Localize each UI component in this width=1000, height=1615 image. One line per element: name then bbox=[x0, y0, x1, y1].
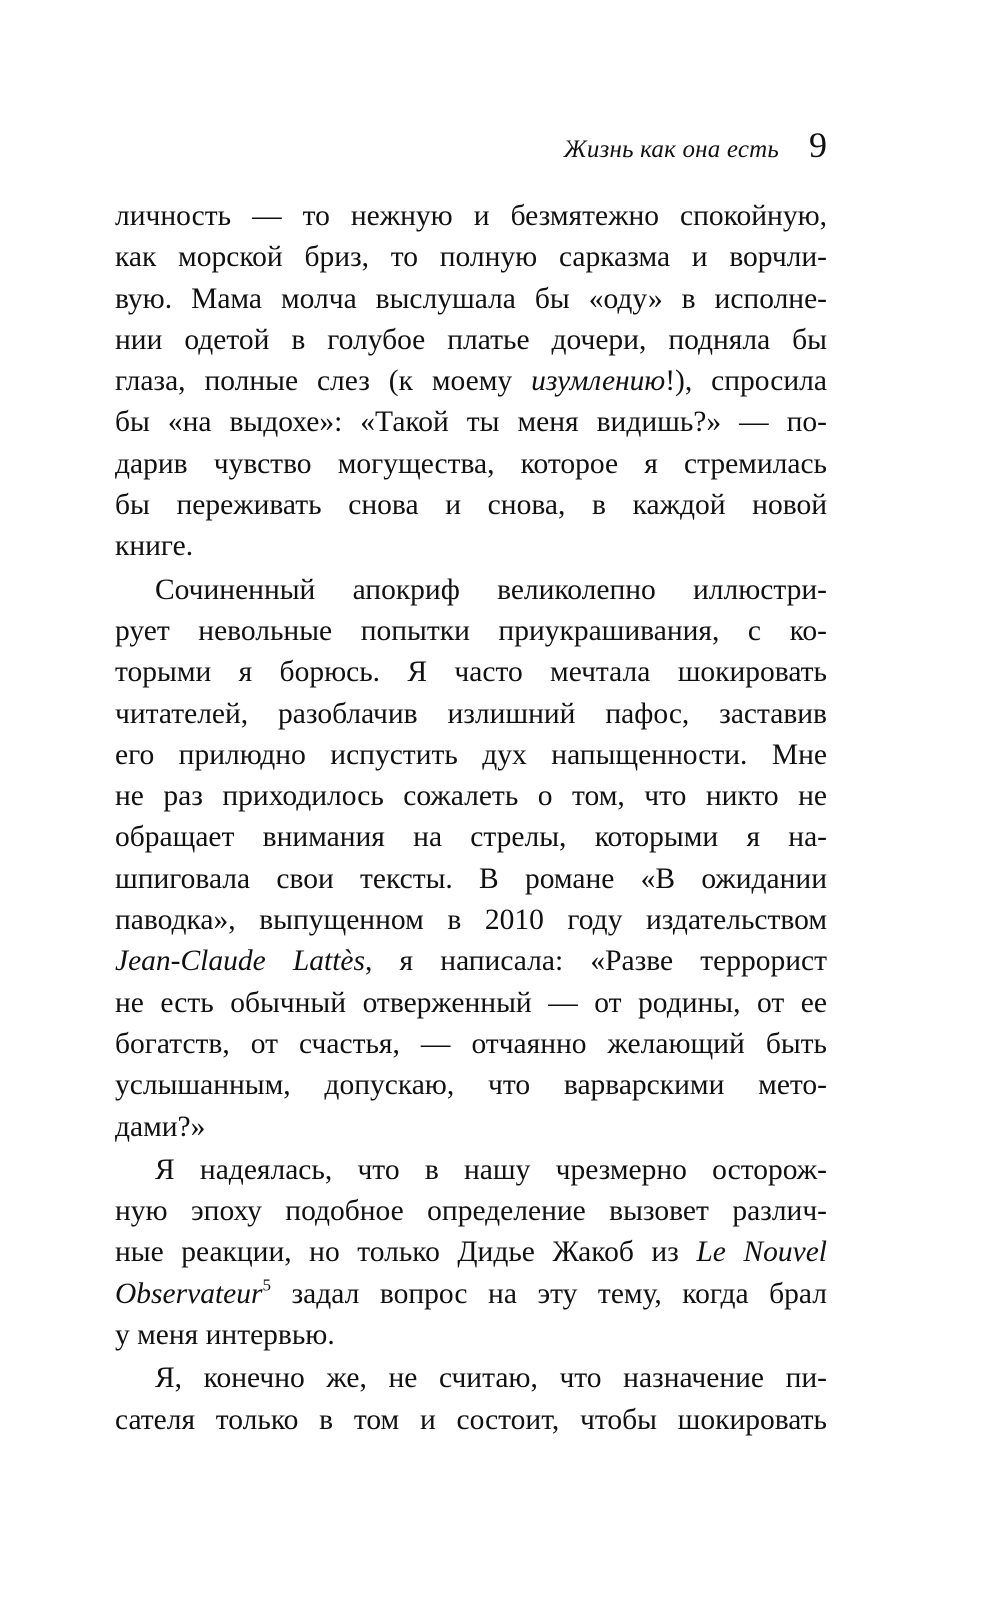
text-line: у меня интервью. bbox=[115, 1319, 335, 1352]
running-header bbox=[564, 124, 827, 166]
page-number: 9 bbox=[809, 125, 827, 165]
text-run: задал вопрос на эту тему, когда брал bbox=[270, 1277, 827, 1310]
publication-name: Le Nouvel bbox=[696, 1236, 827, 1269]
text-line: бы переживать снова и снова, в каждой новой bbox=[115, 489, 827, 522]
text-line: книге. bbox=[115, 530, 194, 563]
text-line: не раз приходилось сожалеть о том, что никто не bbox=[115, 780, 827, 813]
text-line bbox=[115, 941, 827, 982]
text-run: , я написала: «Разве террорист bbox=[365, 945, 827, 978]
paragraph-3 bbox=[115, 1150, 827, 1356]
text-line: Я, конечно же, не считаю, что назначение пи- bbox=[155, 1362, 827, 1395]
publisher-name: Jean-Claude Lattès bbox=[115, 945, 366, 978]
text-run: глаза, полные слез (к моему bbox=[115, 365, 532, 398]
publication-name: Observateur bbox=[115, 1277, 263, 1310]
paragraph-4 bbox=[115, 1358, 827, 1441]
text-line: торыми я борюсь. Я часто мечтала шокировать bbox=[115, 656, 827, 689]
footnote-marker: 5 bbox=[262, 1274, 271, 1294]
running-header-title: Жизнь как она есть bbox=[563, 136, 779, 163]
text-line: сателя только в том и состоит, чтобы шокировать bbox=[115, 1403, 827, 1436]
text-line: рует невольные попытки приукрашивания, с ко- bbox=[115, 614, 827, 647]
text-line: читателей, разоблачив излишний пафос, заставив bbox=[115, 697, 827, 730]
text-line: Я надеялась, что в нашу чрезмерно осторож- bbox=[155, 1153, 827, 1186]
text-line: бы «на выдохе»: «Такой ты меня видишь?» — по- bbox=[115, 406, 827, 439]
italic-emphasis: изумлению bbox=[531, 365, 666, 398]
text-line bbox=[115, 1232, 827, 1273]
text-line bbox=[115, 1274, 827, 1315]
text-line: не есть обычный отверженный — от родины, от ее bbox=[115, 986, 827, 1019]
text-line: богатств, от счастья, — отчаянно желающий быть bbox=[115, 1027, 827, 1060]
body-text bbox=[115, 196, 827, 1441]
text-line: как морской бриз, то полную сарказма и ворчли- bbox=[115, 241, 827, 274]
text-run: !), спросила bbox=[665, 365, 827, 398]
text-line: личность — то нежную и безмятежно спокойную, bbox=[115, 200, 827, 232]
text-line: нии одетой в голубое платье дочери, подняла бы bbox=[115, 323, 827, 356]
paragraph-2 bbox=[115, 570, 827, 1148]
text-line: дарив чувство могущества, которое я стремилась bbox=[115, 447, 827, 480]
text-line: шпиговала свои тексты. В романе «В ожидании bbox=[115, 862, 827, 895]
book-page bbox=[115, 0, 827, 1615]
text-run: ные реакции, но только Дидье Жакоб из bbox=[115, 1236, 697, 1269]
text-line: паводка», выпущенном в 2010 году издательством bbox=[115, 904, 827, 937]
text-line: обращает внимания на стрелы, которыми я на- bbox=[115, 821, 827, 854]
text-line: дами?» bbox=[115, 1110, 206, 1143]
text-line: услышанным, допускаю, что варварскими мето- bbox=[115, 1069, 827, 1102]
text-line: Сочиненный апокриф великолепно иллюстри- bbox=[155, 573, 827, 606]
text-line: вую. Мама молча выслушала бы «оду» в исполне- bbox=[115, 282, 827, 315]
paragraph-1 bbox=[115, 196, 827, 568]
text-line bbox=[115, 361, 827, 402]
text-line: его прилюдно испустить дух напыщенности. Мне bbox=[115, 738, 827, 771]
text-line: ную эпоху подобное определение вызовет различ- bbox=[115, 1195, 827, 1228]
